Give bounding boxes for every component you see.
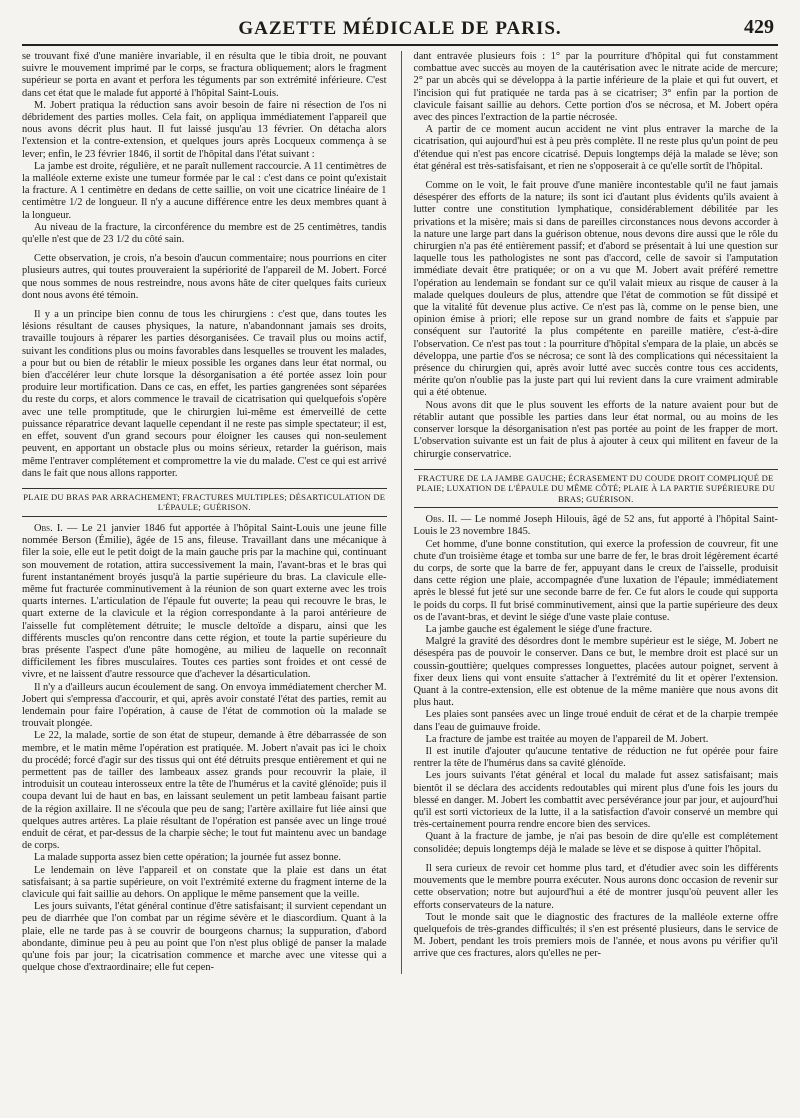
paragraph: Il n'y a d'ailleurs aucun écoulement de sang. On envoya immédiatement chercher M. Jobert qui s'empressa d'accourir, et qui, après avoir constaté l'état des parties, remit au lendemain pour faire l'opération, à cause de l'état de commotion où la malade se trouvait plongée. — [22, 681, 387, 730]
paragraph: Au niveau de la fracture, la circonférence du membre est de 25 centimètres, tandis qu'elle n'est que de 23 1/2 du côté sain. — [22, 221, 387, 246]
page-header — [22, 14, 778, 46]
paragraph: Quant à la fracture de jambe, je n'ai pas besoin de dire qu'elle est complétement consolidée; depuis longtemps déjà le malade se lève et se dispose à quitter l'hôpital. — [413, 831, 778, 855]
observation-text: — Le 21 janvier 1846 fut apportée à l'hôpital Saint-Louis une jeune fille nommée Berson (Émilie), âgée de 15 ans, fileuse. Travaillant dans une mécanique à filer la soie, elle eut le petit doigt de la main gauche pris par la machine qui, continuant son mouvement de rotation, attira successivement la main, l'avant-bras et le bras qui furent instantanément broyés jusqu'à la partie supérieure du bras. La clavicule elle-même fut fracturée comminutivement à la réunion de son quart externe avec les trois quarts internes. L'articulation de l'épaule fut ouverte; la peau qui recouvre le bras, le quart externe de la clavicule et la région correspondante à la paroi antérieure de l'aisselle fut complètement détruite; le muscle deltoïde a disparu, ainsi que les différents muscles qu'on rencontre dans cette région, et toute la partie supérieure du bras présente l'aspect d'une pâte homogène, au milieu de laquelle on reconnaît difficilement les fibres musculaires. Toutes ces parties sont froides et ont cessé de vivre, et ne laissent d'autre ressource que d'achever la désarticulation. — [22, 522, 387, 681]
left-column — [22, 51, 387, 974]
paragraph: Comme on le voit, le fait prouve d'une manière incontestable qu'il ne faut jamais désespérer des efforts de la nature; ils sont ici d'autant plus évidents qu'ils avaient à lutter contre une constitution lymphatique, considérablement débilitée par les privations et la misère; mais si dans de pareilles circonstances nous devons accorder à la nature une large part dans la guérison obtenue, nous devons dire aussi que le rôle du chirurgien n'a pas été entièrement passif; et d'abord se présentait à lui une question sur laquelle tous les pathologistes ne sont pas d'accord, celle de savoir si l'amputation immédiate devait être pratiquée; or on a vu que M. Jobert avait préféré remettre l'opération au lendemain se fondant sur ce qu'il valait mieux au risque de causer à la malade quelques douleurs de plus, attendre que l'état de commotion se fût dissipé et que la vitalité fût devenue plus active. Ce n'est pas là, comme on le pense bien, une opinion émise à priori; elle repose sur un grand nombre de faits et s'appuie par conséquent sur l'autorité la plus compétente en pareille matière, c'est-à-dire l'observation. Ce n'est pas tout : la pourriture d'hôpital s'empara de la plaie, un abcès se développa, une partie d'os se nécrosa; ce sont là des complications qui nécessitaient la présence du chirurgien qui, après avoir lutté avec succès contre tous ces accidents, mérite qu'on n'oublie pas la juste part qui lui revient dans la cure vraiment admirable qui a été obtenue. — [413, 180, 778, 399]
journal-title: GAZETTE MÉDICALE DE PARIS. — [238, 18, 562, 39]
paragraph: Les jours suivants, l'état général continue d'être satisfaisant; il survient cependant un peu de diarrhée que l'on combat par un régime sévère et le diascordium. Quant à la plaie, elle ne tarde pas à se couvrir de bourgeons charnus; la suppuration, d'abord abondante, diminue peu à peu au point que l'on n'est plus obligé de panser la malade qu'une fois par jour; la cicatrisation commence et marche avec une vitesse qui a quelque chose d'extraordinaire; elle fut cepen- — [22, 901, 387, 974]
paragraph: La jambe est droite, régulière, et ne paraît nullement raccourcie. A 11 centimètres de la malléole externe existe une tumeur formée par le cal : c'est dans ce point qu'existait la fracture. A 1 centimètre en dedans de cette saillie, on voit une cicatrice linéaire de 1 centimètre 1/2 de longueur. Il n'y a aucune différence entre les deux membres quant à la longueur. — [22, 160, 387, 221]
page-number: 429 — [744, 16, 774, 38]
paragraph: dant entravée plusieurs fois : 1° par la pourriture d'hôpital qui fut constamment combattue avec succès au moyen de la cautérisation avec le nitrate acide de mercure; 2° par un abcès qui se développa à la partie inférieure de la plaie et qui fut ouvert, et l'incision qui fut pratiquée ne tarda pas à se cicatriser; 3° enfin par la portion de clavicule faisant saillie au dehors. Cette portion d'os se nécrosa, et M. Jobert opéra avec des pinces l'extraction de la partie nécrosée. — [413, 51, 778, 124]
observation-label: Obs. I. — [34, 522, 63, 534]
paragraph: A partir de ce moment aucun accident ne vint plus entraver la marche de la cicatrisation, qui aujourd'hui est à peu près complète. Il ne reste plus qu'un point de peu d'étendue qui n'est pas encore cicatrisé. Depuis longtemps déjà la malade se lève; son état général est très-satisfaisant, et rien ne s'opposerait à ce qu'elle sortît de l'hôpital. — [413, 124, 778, 172]
paragraph: Tout le monde sait que le diagnostic des fractures de la malléole externe offre quelquefois de très-grandes difficultés; il s'en est présenté plusieurs, dans le service de M. Jobert, pendant les trois premiers mois de l'année, et nous avons pu vérifier qu'il arrive que ces fractures, alors qu'elles ne per- — [413, 911, 778, 960]
paragraph: Nous avons dit que le plus souvent les efforts de la nature avaient pour but de rétablir autant que possible les parties dans leur état normal, ou au moins de les conserver lorsque la désorganisation n'est pas portée au point de les frapper de mort. L'observation suivante est un fait de plus à ajouter à ceux qui militent en faveur de la chirurgie conservatrice. — [413, 399, 778, 460]
paragraph: Cet homme, d'une bonne constitution, qui exerce la profession de couvreur, fit une chute d'un troisième étage et tomba sur une barre de fer, le bras droit légèrement écarté du corps, de sorte que la barre de fer, appuyant dans le creux de l'aisselle, produisit dans cette région une plaie, accompagnée d'une luxation de l'épaule; immédiatement après le blessé fut jeté sur une seconde barre de fer. Ce fut alors le coude qui supporta le poids du corps. Il fut brisé comminutivement, ainsi que la partie supérieure des deux os de l'avant-bras, et devint le siége d'une vaste plaie contuse. — [413, 538, 778, 623]
section-heading: FRACTURE DE LA JAMBE GAUCHE; ÉCRASEMENT DU COUDE DROIT COMPLIQUÉ DE PLAIE; LUXATION DE L'ÉPAULE DU MÊME CÔTÉ; PLAIE À LA PARTIE SUPÉRIEURE DU BRAS; GUÉRISON. — [414, 469, 779, 509]
paragraph: La malade supporta assez bien cette opération; la journée fut assez bonne. — [34, 852, 341, 864]
paragraph: se trouvant fixé d'une manière invariable, il en résulta que le tibia droit, ne pouvant suivre le mouvement imprimé par le corps, se fractura obliquement; alors le fragment supérieur se porta en avant et perfora les téguments par son extrémité inférieure. C'est dans cet état que le malade fut apporté à l'hôpital Saint-Louis. — [22, 51, 387, 99]
paragraph: Il est inutile d'ajouter qu'aucune tentative de réduction ne fut opérée pour faire rentrer la tête de l'humérus dans sa cavité glénoïde. — [413, 746, 778, 770]
paragraph: Il sera curieux de revoir cet homme plus tard, et d'étudier avec soin les différents mouvements que le membre pourra exécuter. Nous aurons donc occasion de revenir sur cette observation; notre but aujourd'hui a été de montrer jusqu'où peuvent aller les efforts conservateurs de la nature. — [413, 862, 778, 911]
observation-label: Obs. II. — [425, 514, 458, 526]
paragraph: M. Jobert pratiqua la réduction sans avoir besoin de faire ni résection de l'os ni débridement des parties molles. Cela fait, on appliqua immédiatement l'appareil que nous avons décrit plus haut. Il fut laissé jusqu'au 13 février. On détacha alors l'extension et la contre-extension, et quelques jours après Locqueux commença à se lever; enfin, le 23 février 1846, il sortit de l'hôpital dans l'état suivant : — [22, 99, 387, 160]
paragraph: Le 22, la malade, sortie de son état de stupeur, demande à être débarrassée de son membre, et le matin même l'opération est pratiquée. M. Jobert n'avait pas ici le choix du procédé; forcé d'agir sur des tissus qui ont été détruits presque entièrement et qui ne permettent pas de tailler des lambeaux assez grands pour recouvrir la plaie, il introduisit un couteau interosseux entre la tête de l'humérus et la cavité glénoïde; puis il coupa devant lui de haut en bas, en laissant seulement un petit lambeau faisant partie de la région axillaire. Il ne s'écoula que peu de sang; l'artère axillaire fut liée ainsi que quelques autres artères. La plaie résultant de l'opération est pansée avec un linge troué enduit de cérat, et par-dessus de la charpie sèche; le tout fut maintenu avec un bandage de corps. — [22, 730, 387, 852]
paragraph: Les jours suivants l'état général et local du malade fut assez satisfaisant; mais bientôt il se déclara des accidents redoutables qui mirent plus d'une fois les jours du blessé en danger. M. Jobert les combattit avec persévérance jour par jour, et aujourd'hui qu'il est sorti victorieux de la lutte, il a la satisfaction d'avoir conservé un membre qui très-certainement pourra rendre encore bien des services. — [413, 770, 778, 831]
paragraph: Le lendemain on lève l'appareil et on constate que la plaie est dans un état satisfaisant; à sa partie supérieure, on voit l'extrémité externe du fragment interne de la clavicule qui fait saillie au dehors. On applique le même pansement que la veille. — [22, 864, 387, 900]
observation-paragraph — [414, 514, 779, 538]
paragraph: Malgré la gravité des désordres dont le membre supérieur est le siége, M. Jobert ne désespéra pas de pouvoir le conserver. Dans ce but, le membre droit est placé sur un coussin-gouttière; quelques compresses longuettes, placées autour poignet, servent à fixer deux liens qui vont ensuite s'attacher à l'extrémité du lit et opèrer l'extension. Quant à la contre-extension, elle est obtenue de la même manière que nous avons dit plus haut. — [413, 636, 778, 709]
paragraph: La fracture de jambe est traitée au moyen de l'appareil de M. Jobert. — [425, 733, 709, 745]
observation-paragraph — [22, 523, 387, 682]
section-heading: PLAIE DU BRAS PAR ARRACHEMENT; FRACTURES MULTIPLES; DÉSARTICULATION DE L'ÉPAULE; GUÉRISON. — [22, 488, 387, 517]
paragraph: Cette observation, je crois, n'a besoin d'aucun commentaire; nous pourrions en citer plusieurs autres, qui toutes prouveraient la supériorité de l'appareil de M. Jobert. Forcé que nous sommes de nous restreindre, nous avons hâte de citer quelques faits curieux dont nous avons été témoin. — [22, 253, 387, 301]
article-body — [22, 51, 778, 974]
right-column — [401, 51, 779, 974]
paragraph: Les plaies sont pansées avec un linge troué enduit de cérat et de la charpie trempée dans l'eau de guimauve froide. — [413, 709, 778, 733]
paragraph: La jambe gauche est également le siége d'une fracture. — [425, 624, 653, 636]
observation-text: — Le nommé Joseph Hilouis, âgé de 52 ans, fut apporté à l'hôpital Saint-Louis le 23 novembre 1845. — [413, 514, 778, 538]
paragraph: Il y a un principe bien connu de tous les chirurgiens : c'est que, dans toutes les lésions résultant de causes physiques, la nature, n'abandonnant jamais ses droits, travaille toujours à réparer les parties désorganisées. Ce travail plus ou moins actif, suivant les conditions plus ou moins favorables dans lesquelles se trouvent les malades, a pour but ou bien de rétablir le mieux possible les organes dans leur état normal, ou bien d'accélérer leur chute lorsque la désorganisation a été portée assez loin pour produire leur mortification. Dans ce cas, en effet, les parties gangrenées sont séparées du reste du corps, et alors commence le travail de cicatrisation qui quelquefois s'opère avec une telle promptitude, que le chirurgien lui-même est émerveillé de cette puissance réparatrice devant laquelle cependant il ne reste pas simple spectateur; il est, en effet, souvent d'un grand secours pour éloigner les causes qui non-seulement peuvent, en apportant un obstacle plus ou moins sérieux, retarder la guérison, mais même l'entraver complétement et compromettre la vie du malade. C'est ce qui est arrivé dans le fait que nous allons rapporter. — [22, 309, 387, 479]
